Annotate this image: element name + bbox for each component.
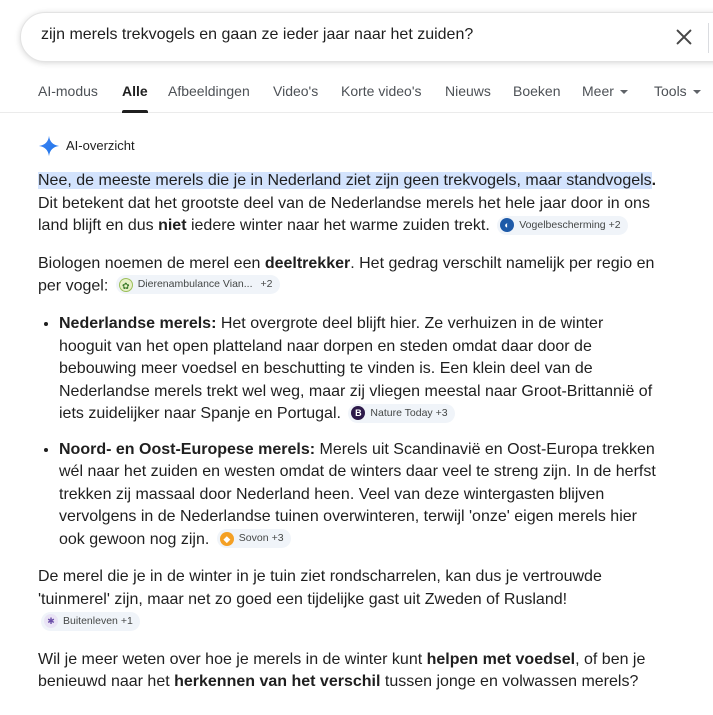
search-divider: [708, 23, 709, 53]
nature-today-logo-icon: B: [351, 406, 365, 420]
tab-meer[interactable]: Meer: [582, 83, 628, 99]
tab-boeken[interactable]: Boeken: [513, 83, 561, 99]
source-chip-vogelbescherming[interactable]: ◐ Vogelbescherming +2: [497, 216, 627, 235]
tab-tools[interactable]: Tools: [654, 83, 701, 99]
tab-ai-modus[interactable]: AI-modus: [38, 83, 98, 99]
dierenambulance-logo-icon: ✿: [119, 278, 133, 292]
ai-overview-body: [38, 170, 658, 709]
bullet-list: [38, 313, 658, 551]
source-chip-dierenambulance[interactable]: ✿ Dierenambulance Vian... +2: [116, 275, 280, 294]
tab-videos[interactable]: Video's: [273, 83, 319, 99]
tab-alle[interactable]: Alle: [122, 83, 148, 99]
chevron-down-icon: [620, 90, 628, 94]
close-icon[interactable]: [673, 26, 695, 48]
source-chip-buitenleven[interactable]: ✱ Buitenleven +1: [41, 612, 140, 631]
gemini-sparkle-icon: [38, 134, 60, 158]
highlighted-answer: Nee, de meeste merels die je in Nederland ziet zijn geen trekvogels, maar standvogels: [38, 172, 652, 189]
source-chip-sovon[interactable]: ◆ Sovon +3: [217, 529, 291, 548]
paragraph-deeltrekker: Biologen noemen de merel een deeltrekker. Het gedrag verschilt namelijk per regio en per vogel: ✿ Dierenambulance Vian... +2: [38, 254, 655, 295]
search-tabs: [0, 74, 713, 113]
sovon-bird-logo-icon: ◆: [220, 532, 234, 546]
paragraph-tuinmerel: De merel die je in de winter in je tuin ziet rondscharrelen, kan dus je vertrouwde 'tuinmerel' zijn, maar net zo goed een tijdelijke gast uit Zweden of Rusland! ✱ Buitenleven +1: [38, 566, 658, 634]
paragraph-followup: Wil je meer weten over hoe je merels in de winter kunt helpen met voedsel, of ben je benieuwd naar het herkennen van het verschil tussen jonge en volwassen merels?: [38, 650, 646, 690]
tab-korte-videos[interactable]: Korte video's: [341, 83, 422, 99]
search-bar[interactable]: [20, 12, 713, 62]
buitenleven-logo-icon: ✱: [44, 614, 58, 628]
source-chip-nature-today[interactable]: B Nature Today +3: [348, 404, 454, 423]
active-tab-indicator: [122, 110, 148, 113]
search-input[interactable]: zijn merels trekvogels en gaan ze ieder jaar naar het zuiden?: [41, 26, 474, 43]
list-item: • Nederlandse merels: Het overgrote deel blijft hier. Ze verhuizen in de winter hooguit van het open platteland naar dorpen en steden omdat daar door de bebouwing meer voedsel en beschutting te vinden is. Een klein deel van de Nederlandse merels trekt wel weg, maar zij vliegen meestal naar Groot-Brittannië of iets zuidelijker naar Spanje en Portugal. B Nature Today +3: [59, 313, 658, 426]
chevron-down-icon: [693, 90, 701, 94]
paragraph-intro: Nee, de meeste merels die je in Nederland ziet zijn geen trekvogels, maar standvogels. Dit betekent dat het grootste deel van de Nederlandse merels het hele jaar door in ons land blijft en dus niet iedere winter naar het warme zuiden trekt. ◐ Vogelbescherming +2: [38, 172, 657, 234]
list-item: • Noord- en Oost-Europese merels: Merels uit Scandinavië en Oost-Europa trekken wél naar het zuiden en westen omdat de winters daar veel te streng zijn. In de herfst trekken zij massaal door Nederland heen. Veel van deze wintergasten blijven vervolgens in de Nederlandse tuinen overwinteren, terwijl 'onze' eigen merels hier ook gewoon nog zijn. ◆ Sovon +3: [59, 439, 658, 552]
vogelbescherming-logo-icon: ◐: [500, 218, 514, 232]
ai-overview-title: AI-overzicht: [66, 138, 135, 153]
tab-afbeeldingen[interactable]: Afbeeldingen: [168, 83, 250, 99]
tab-nieuws[interactable]: Nieuws: [445, 83, 491, 99]
